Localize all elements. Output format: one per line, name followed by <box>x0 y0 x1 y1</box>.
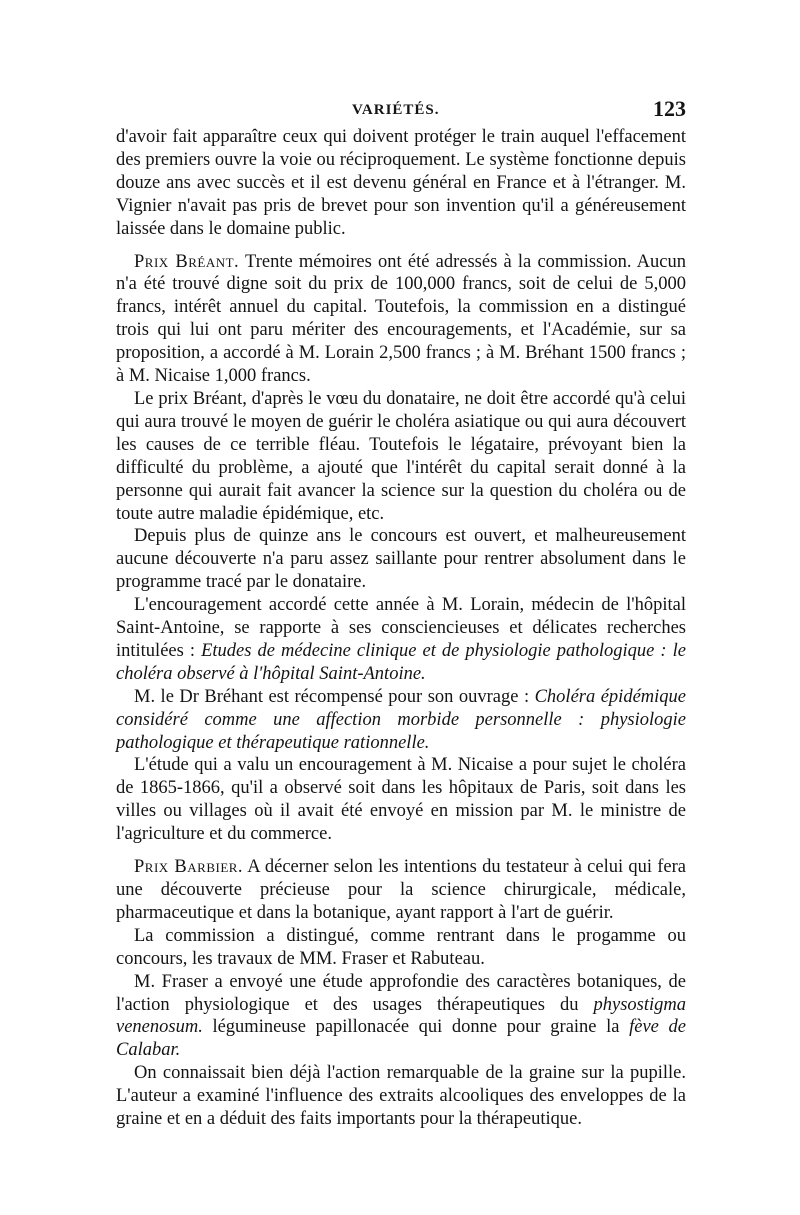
section-lead-prix-barbier: Prix Barbier. <box>134 857 244 878</box>
paragraph-nicaise: L'étude qui a valu un encouragement à M. Nicaise a pour sujet le choléra de 1865-1866, qu'il a observé soit dans les hôpitaux de Paris, soit dans les villes ou villages où il avait été envoyé en mission par M. le ministre de l'agriculture et du commerce. <box>116 755 686 845</box>
work-title-lorain: Etudes de médecine clinique et de physiologie pathologique : le choléra observé à l'hôpital Saint-Antoine. <box>116 640 686 684</box>
work-title-brehant: Choléra épidémique considéré comme une affection morbide personnelle : physiologie pathologique et thérapeutique rationnelle. <box>116 686 686 753</box>
paragraph-prix-breant: Prix Bréant. Trente mémoires ont été adressés à la commission. Aucun n'a été trouvé digne soit du prix de 100,000 francs, soit de celui de 5,000 francs, intérêt annuel du capital. Toutefois, la commission en a distingué trois qui lui ont paru mériter des encouragements, et l'Académie, sur sa proposition, a accordé à M. Lorain 2,500 francs ; à M. Bréhant 1500 francs ; à M. Nicaise 1,000 francs. <box>116 251 686 387</box>
paragraph-breant-conditions: Le prix Bréant, d'après le vœu du donataire, ne doit être accordé qu'à celui qui aura trouvé le moyen de guérir le choléra asiatique ou qui aura découvert les causes de ce terrible fléau. Toutefois le légataire, prévoyant bien la difficulté du problème, a ajouté que l'intérêt du capital serait donné à la personne qui aurait fait avancer la science sur la question du choléra ou de toute autre maladie épidémique, etc. <box>116 388 686 524</box>
paragraph-signal-system: d'avoir fait apparaître ceux qui doivent protéger le train auquel l'effacement des premiers ouvre la voie ou réciproquement. Le système fonctionne depuis douze ans avec succès et il est devenu général en France et à l'étranger. M. Vignier n'avait pas pris de brevet pour son invention qu'il a généreusement laissée dans le domaine public. <box>116 127 686 239</box>
book-page <box>116 96 686 1131</box>
paragraph-brehant: M. le Dr Bréhant est récompensé pour son ouvrage : Choléra épidémique considéré comme une affection morbide personnelle : physiologie pathologique et thérapeutique rationnelle. <box>116 686 686 753</box>
paragraph-commission: La commission a distingué, comme rentrant dans le progamme ou concours, les travaux de MM. Fraser et Rabuteau. <box>116 925 686 969</box>
section-lead-prix-breant: Prix Bréant. <box>134 251 240 272</box>
paragraph-lorain: L'encouragement accordé cette année à M. Lorain, médecin de l'hôpital Saint-Antoine, se rapporte à ses consciencieuses et délicates recherches intitulées : Etudes de médecine clinique et de physiologie pathologique : le choléra observé à l'hôpital Saint-Antoine. <box>116 595 686 684</box>
page-number: 123 <box>653 96 686 121</box>
species-name: physostigma venenosum. <box>116 994 686 1038</box>
paragraph-fraser: M. Fraser a envoyé une étude approfondie des caractères botaniques, de l'action physiologique et des usages thérapeutiques du physostigma venenosum. légumineuse papillonacée qui donne pour graine la fève de Calabar. <box>116 971 686 1061</box>
page-header <box>116 96 686 126</box>
body-text <box>116 126 686 1131</box>
paragraph-prix-barbier: Prix Barbier. A décerner selon les intentions du testateur à celui qui fera une découverte précieuse pour la science chirurgicale, médicale, pharmaceutique et dans la botanique, ayant rapport à l'art de guérir. <box>116 857 686 923</box>
running-head: VARIÉTÉS. <box>352 102 440 118</box>
seed-name: fève de Calabar. <box>116 1017 686 1061</box>
paragraph-pupil: On connaissait bien déjà l'action remarquable de la graine sur la pupille. L'auteur a examiné l'influence des extraits alcooliques des enveloppes de la graine et en a déduit des faits importants pour la thérapeutique. <box>116 1063 686 1130</box>
paragraph-concours-history: Depuis plus de quinze ans le concours est ouvert, et malheureusement aucune découverte n'a paru assez saillante pour rentrer absolument dans le programme tracé par le donataire. <box>116 526 686 593</box>
